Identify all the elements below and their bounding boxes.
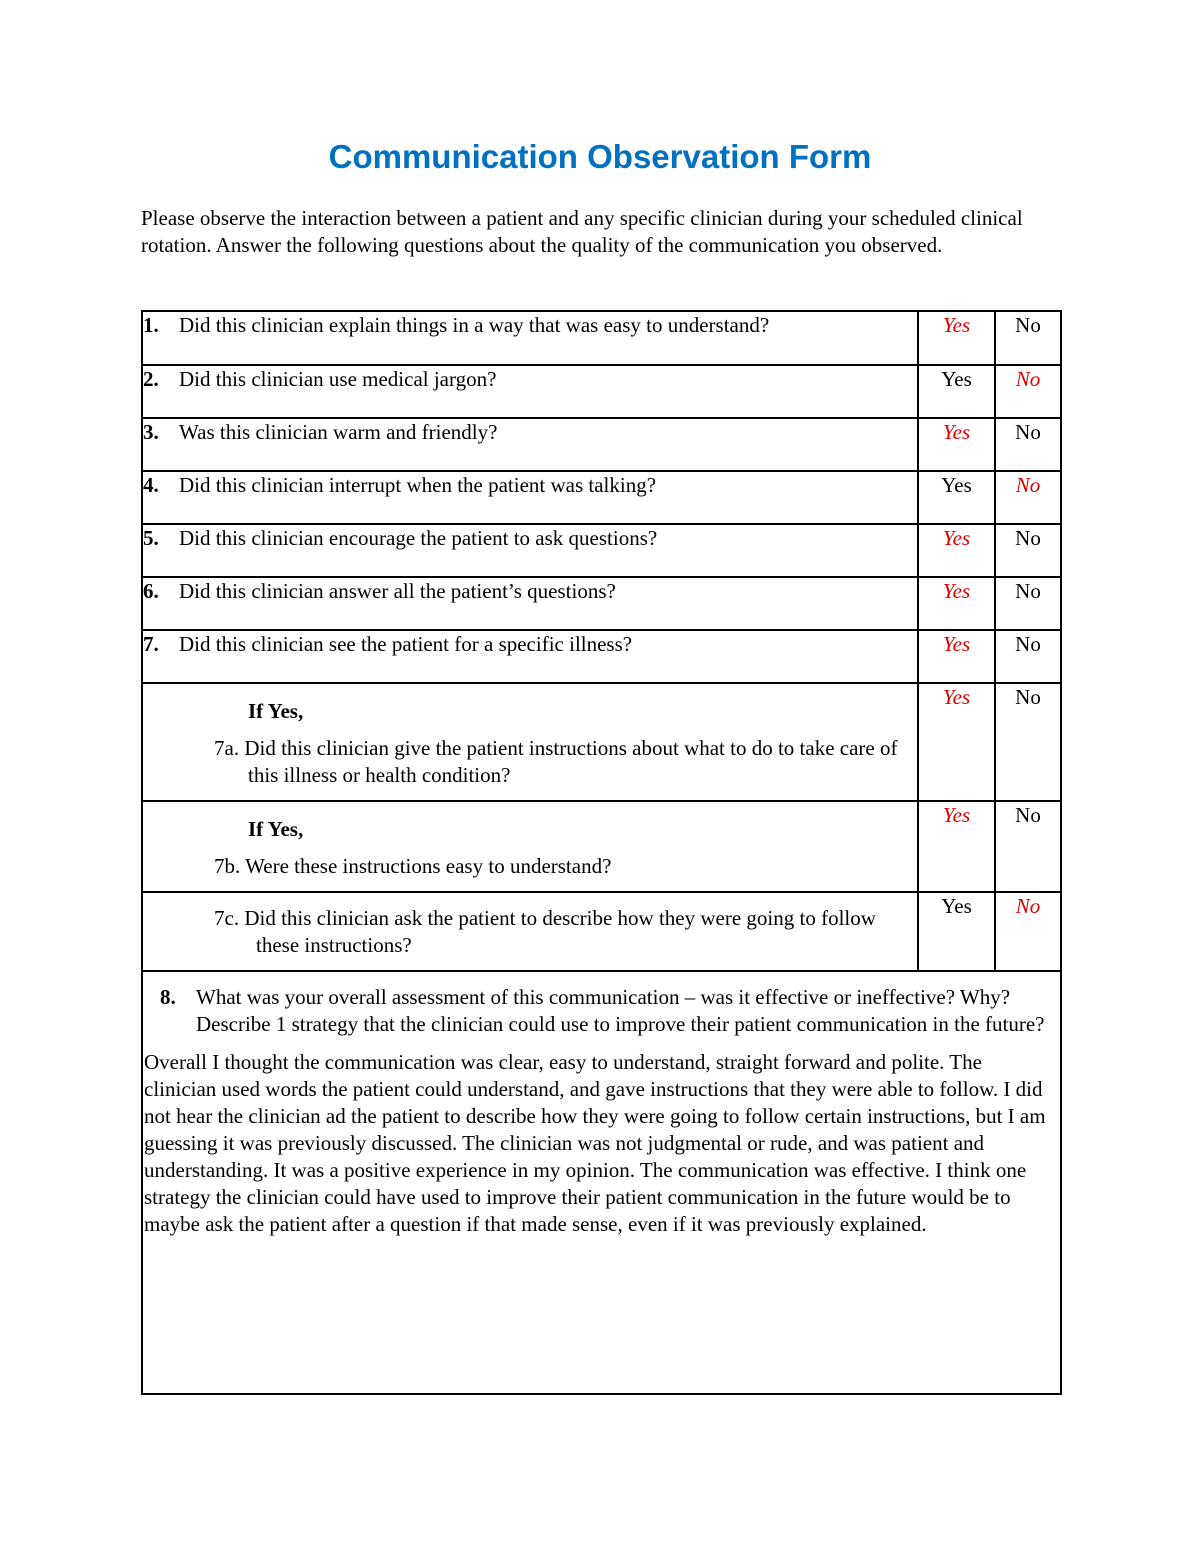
question-row-3 — [142, 418, 1061, 471]
question-row-4 — [142, 471, 1061, 524]
answer-yes[interactable]: Yes — [942, 632, 971, 656]
question-number: 8. — [160, 985, 176, 1009]
answer-yes[interactable]: Yes — [942, 526, 971, 550]
question-text: Did this clinician answer all the patient’s questions? — [179, 579, 616, 603]
question-number: 1. — [143, 313, 159, 337]
subquestion-text: 7c. Did this clinician ask the patient to describe how they were going to follow these instructions? — [214, 906, 876, 957]
question-number: 6. — [143, 579, 159, 603]
answer-yes[interactable]: Yes — [942, 420, 971, 444]
question-row-6 — [142, 577, 1061, 630]
question-number: 5. — [143, 526, 159, 550]
answer-yes[interactable]: Yes — [942, 685, 971, 709]
subquestion-text: 7b. Were these instructions easy to understand? — [214, 854, 612, 878]
answer-no[interactable]: No — [1015, 526, 1041, 550]
answer-yes[interactable]: Yes — [942, 803, 971, 827]
question-text: Did this clinician use medical jargon? — [179, 367, 497, 391]
answer-yes[interactable]: Yes — [941, 894, 972, 918]
question-row-7b — [142, 801, 1061, 892]
answer-yes[interactable]: Yes — [941, 367, 972, 391]
question-row-7c — [142, 892, 1061, 971]
question-text: Did this clinician encourage the patient to ask questions? — [179, 526, 658, 550]
answer-yes[interactable]: Yes — [942, 313, 971, 337]
question-row-7a — [142, 683, 1061, 801]
answer-no[interactable]: No — [1015, 803, 1041, 827]
question-row-7 — [142, 630, 1061, 683]
question-text: Was this clinician warm and friendly? — [179, 420, 498, 444]
answer-no[interactable]: No — [1015, 579, 1041, 603]
question-text: Did this clinician interrupt when the patient was talking? — [179, 473, 657, 497]
question-row-2 — [142, 365, 1061, 418]
answer-no[interactable]: No — [1015, 367, 1041, 391]
question-number: 7. — [143, 632, 159, 656]
answer-no[interactable]: No — [1015, 894, 1041, 918]
overall-assessment-answer[interactable]: Overall I thought the communication was clear, easy to understand, straight forward and polite. The clinician used words the patient could understand, and gave instructions that they were able to follow. I did not hear the clinician ad the patient to describe how they were going to follow certain instructions, but I am guessing it was previously discussed. The clinician was not judgmental or rude, and was patient and understanding. It was a positive experience in my opinion. The communication was effective. I think one strategy the clinician could have used to improve their patient communication in the future would be to maybe ask the patient after a question if that made sense, even if it was previously explained. — [144, 1050, 1046, 1236]
answer-no[interactable]: No — [1015, 420, 1041, 444]
answer-no[interactable]: No — [1015, 632, 1041, 656]
answer-yes[interactable]: Yes — [941, 473, 972, 497]
answer-no[interactable]: No — [1015, 685, 1041, 709]
subquestion-text: 7a. Did this clinician give the patient instructions about what to do to take care of this illness or health condition? — [214, 736, 898, 787]
intro-text: Please observe the interaction between a patient and any specific clinician during your scheduled clinical rotation. Answer the following questions about the quality of the communication you observed. — [141, 206, 1023, 257]
question-text: Did this clinician see the patient for a specific illness? — [179, 632, 633, 656]
question-number: 4. — [143, 473, 159, 497]
question-number: 3. — [143, 420, 159, 444]
form-title: Communication Observation Form — [328, 138, 872, 175]
question-text: What was your overall assessment of this communication – was it effective or ineffective? Why? Describe 1 strategy that the clinician could use to improve their patient communication in the future? — [196, 985, 1045, 1036]
questionnaire-table — [141, 310, 1062, 1395]
if-yes-label: If Yes, — [248, 817, 304, 841]
question-row-5 — [142, 524, 1061, 577]
question-row-1 — [142, 311, 1061, 365]
answer-no[interactable]: No — [1015, 473, 1041, 497]
question-row-8 — [142, 971, 1061, 1394]
question-text: Did this clinician explain things in a way that was easy to understand? — [179, 313, 770, 337]
if-yes-label: If Yes, — [248, 699, 304, 723]
answer-yes[interactable]: Yes — [942, 579, 971, 603]
answer-no[interactable]: No — [1015, 313, 1041, 337]
question-number: 2. — [143, 367, 159, 391]
